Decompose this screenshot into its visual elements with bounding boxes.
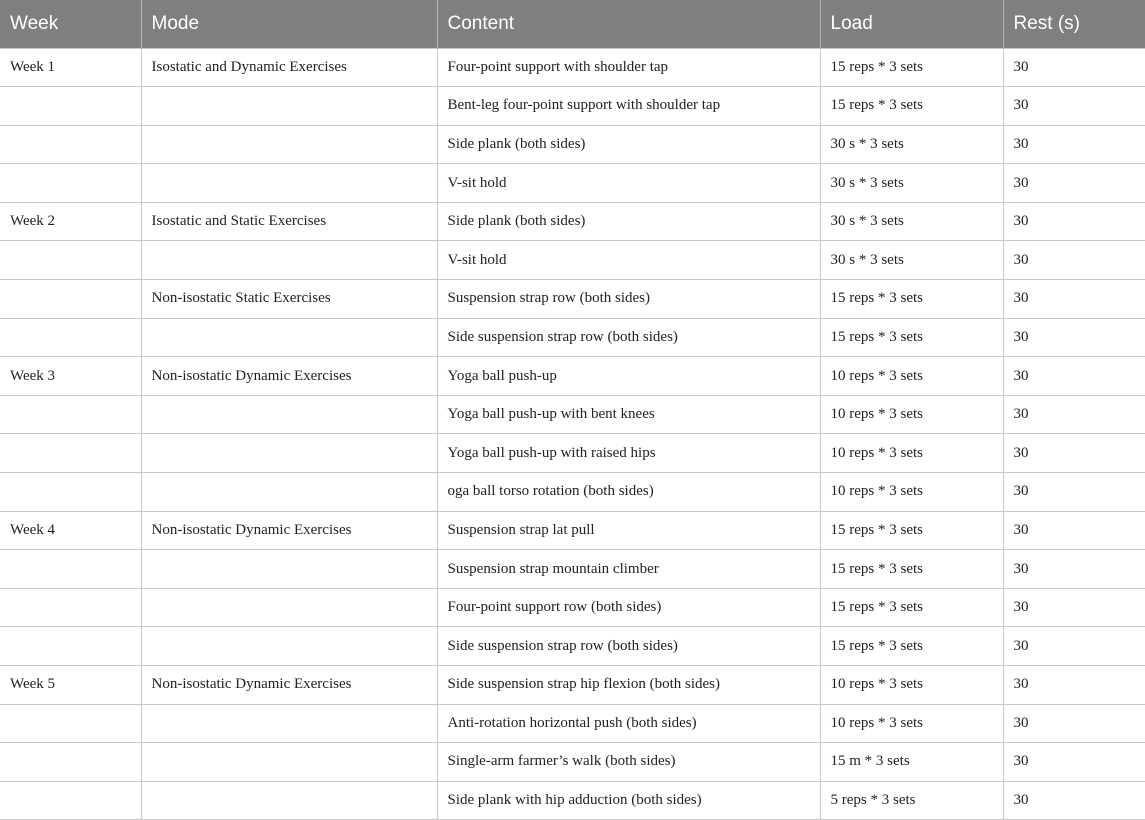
mode-cell [141, 743, 437, 782]
content-cell: Side plank with hip adduction (both sides) [437, 781, 820, 820]
load-cell: 15 reps * 3 sets [820, 550, 1003, 589]
week-cell [0, 434, 141, 473]
table-body [0, 48, 1145, 820]
mode-cell: Non-isostatic Dynamic Exercises [141, 357, 437, 396]
rest-cell: 30 [1003, 357, 1145, 396]
load-cell: 15 reps * 3 sets [820, 48, 1003, 87]
table-row [0, 473, 1145, 512]
content-cell: oga ball torso rotation (both sides) [437, 473, 820, 512]
week-cell [0, 241, 141, 280]
table-row [0, 318, 1145, 357]
rest-cell: 30 [1003, 704, 1145, 743]
load-cell: 10 reps * 3 sets [820, 473, 1003, 512]
load-cell: 15 reps * 3 sets [820, 627, 1003, 666]
rest-cell: 30 [1003, 666, 1145, 705]
content-cell: Four-point support with shoulder tap [437, 48, 820, 87]
week-cell: Week 2 [0, 202, 141, 241]
week-cell: Week 4 [0, 511, 141, 550]
week-cell [0, 125, 141, 164]
header-week: Week [0, 0, 141, 48]
content-cell: Side suspension strap hip flexion (both sides) [437, 666, 820, 705]
mode-cell: Isostatic and Static Exercises [141, 202, 437, 241]
table-row [0, 743, 1145, 782]
week-cell [0, 627, 141, 666]
rest-cell: 30 [1003, 48, 1145, 87]
load-cell: 10 reps * 3 sets [820, 704, 1003, 743]
week-cell [0, 704, 141, 743]
table-row [0, 395, 1145, 434]
load-cell: 15 reps * 3 sets [820, 280, 1003, 319]
rest-cell: 30 [1003, 588, 1145, 627]
content-cell: Anti-rotation horizontal push (both sides) [437, 704, 820, 743]
table-row [0, 357, 1145, 396]
mode-cell: Isostatic and Dynamic Exercises [141, 48, 437, 87]
table-row [0, 434, 1145, 473]
load-cell: 15 reps * 3 sets [820, 588, 1003, 627]
content-cell: Yoga ball push-up with bent knees [437, 395, 820, 434]
load-cell: 10 reps * 3 sets [820, 357, 1003, 396]
rest-cell: 30 [1003, 743, 1145, 782]
load-cell: 5 reps * 3 sets [820, 781, 1003, 820]
load-cell: 10 reps * 3 sets [820, 666, 1003, 705]
week-cell [0, 395, 141, 434]
week-cell [0, 588, 141, 627]
header-load: Load [820, 0, 1003, 48]
load-cell: 15 reps * 3 sets [820, 318, 1003, 357]
mode-cell: Non-isostatic Static Exercises [141, 280, 437, 319]
table-row [0, 87, 1145, 126]
rest-cell: 30 [1003, 202, 1145, 241]
table-row [0, 48, 1145, 87]
load-cell: 10 reps * 3 sets [820, 395, 1003, 434]
content-cell: Side plank (both sides) [437, 125, 820, 164]
rest-cell: 30 [1003, 164, 1145, 203]
week-cell [0, 743, 141, 782]
table-row [0, 125, 1145, 164]
mode-cell [141, 395, 437, 434]
load-cell: 30 s * 3 sets [820, 164, 1003, 203]
header-content: Content [437, 0, 820, 48]
rest-cell: 30 [1003, 627, 1145, 666]
rest-cell: 30 [1003, 550, 1145, 589]
content-cell: Yoga ball push-up with raised hips [437, 434, 820, 473]
table-row [0, 550, 1145, 589]
week-cell [0, 550, 141, 589]
table-row [0, 704, 1145, 743]
load-cell: 15 reps * 3 sets [820, 511, 1003, 550]
mode-cell: Non-isostatic Dynamic Exercises [141, 511, 437, 550]
mode-cell: Non-isostatic Dynamic Exercises [141, 666, 437, 705]
content-cell: Suspension strap row (both sides) [437, 280, 820, 319]
load-cell: 15 m * 3 sets [820, 743, 1003, 782]
mode-cell [141, 588, 437, 627]
rest-cell: 30 [1003, 280, 1145, 319]
mode-cell [141, 125, 437, 164]
week-cell: Week 5 [0, 666, 141, 705]
week-cell [0, 87, 141, 126]
table-row [0, 280, 1145, 319]
header-mode: Mode [141, 0, 437, 48]
load-cell: 15 reps * 3 sets [820, 87, 1003, 126]
content-cell: Bent-leg four-point support with shoulder tap [437, 87, 820, 126]
content-cell: Single-arm farmer’s walk (both sides) [437, 743, 820, 782]
table-row [0, 241, 1145, 280]
content-cell: V-sit hold [437, 164, 820, 203]
mode-cell [141, 704, 437, 743]
week-cell: Week 3 [0, 357, 141, 396]
load-cell: 30 s * 3 sets [820, 241, 1003, 280]
table-row [0, 511, 1145, 550]
mode-cell [141, 627, 437, 666]
table-row [0, 666, 1145, 705]
week-cell [0, 781, 141, 820]
header-rest: Rest (s) [1003, 0, 1145, 48]
load-cell: 10 reps * 3 sets [820, 434, 1003, 473]
content-cell: Four-point support row (both sides) [437, 588, 820, 627]
mode-cell [141, 781, 437, 820]
rest-cell: 30 [1003, 241, 1145, 280]
week-cell: Week 1 [0, 48, 141, 87]
table-row [0, 164, 1145, 203]
mode-cell [141, 473, 437, 512]
rest-cell: 30 [1003, 125, 1145, 164]
mode-cell [141, 550, 437, 589]
mode-cell [141, 318, 437, 357]
rest-cell: 30 [1003, 318, 1145, 357]
content-cell: Yoga ball push-up [437, 357, 820, 396]
table-row [0, 202, 1145, 241]
content-cell: Side suspension strap row (both sides) [437, 318, 820, 357]
week-cell [0, 473, 141, 512]
rest-cell: 30 [1003, 434, 1145, 473]
rest-cell: 30 [1003, 781, 1145, 820]
table-row [0, 627, 1145, 666]
week-cell [0, 318, 141, 357]
week-cell [0, 280, 141, 319]
mode-cell [141, 87, 437, 126]
mode-cell [141, 241, 437, 280]
content-cell: Side plank (both sides) [437, 202, 820, 241]
rest-cell: 30 [1003, 87, 1145, 126]
content-cell: V-sit hold [437, 241, 820, 280]
content-cell: Suspension strap lat pull [437, 511, 820, 550]
content-cell: Suspension strap mountain climber [437, 550, 820, 589]
header-row [0, 0, 1145, 48]
table-row [0, 781, 1145, 820]
content-cell: Side suspension strap row (both sides) [437, 627, 820, 666]
week-cell [0, 164, 141, 203]
load-cell: 30 s * 3 sets [820, 125, 1003, 164]
load-cell: 30 s * 3 sets [820, 202, 1003, 241]
rest-cell: 30 [1003, 473, 1145, 512]
mode-cell [141, 164, 437, 203]
table-row [0, 588, 1145, 627]
rest-cell: 30 [1003, 511, 1145, 550]
rest-cell: 30 [1003, 395, 1145, 434]
mode-cell [141, 434, 437, 473]
